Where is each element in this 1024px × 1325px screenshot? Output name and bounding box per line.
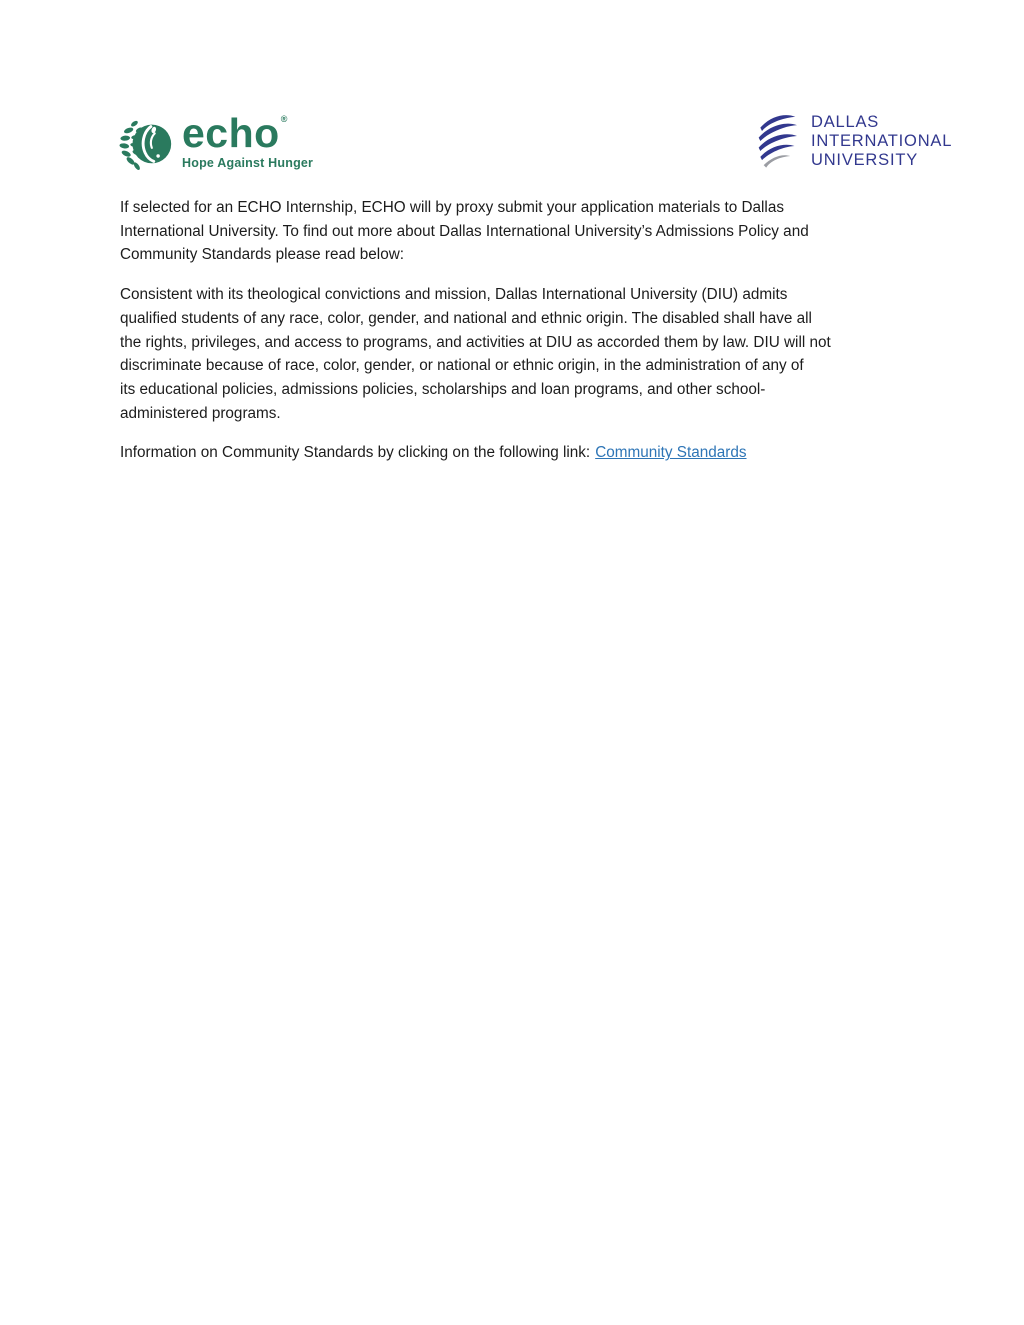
echo-logo — [118, 110, 314, 172]
paragraph-line: Consistent with its theological convictions and mission, Dallas International University (DIU) admits — [120, 286, 788, 304]
paragraph-line: Community Standards please read below: — [120, 246, 404, 264]
paragraph-line: the rights, privileges, and access to programs, and activities at DIU as accorded them by law. DIU will not — [120, 333, 831, 351]
echo-tagline: Hope Against Hunger — [182, 155, 314, 170]
registered-trademark-mark: ® — [280, 114, 288, 124]
diu-logo — [752, 110, 952, 172]
paragraph-line: discriminate because of race, color, gender, or national or ethnic origin, in the administration of any of — [120, 357, 804, 375]
diu-swoosh-icon — [752, 110, 802, 172]
document-body — [120, 196, 920, 481]
diu-name-line-1: DALLAS — [811, 112, 880, 131]
echo-wordmark: echo — [182, 110, 280, 156]
community-standards-paragraph — [120, 441, 920, 465]
diu-logo-text — [811, 113, 952, 170]
echo-logo-text — [182, 110, 314, 170]
paragraph-line: International University. To find out more about Dallas International University’s Admissions Policy and — [120, 222, 809, 240]
paragraph-line: If selected for an ECHO Internship, ECHO will by proxy submit your application materials to Dallas — [120, 199, 784, 216]
diu-name-line-2: INTERNATIONAL — [811, 131, 953, 150]
diu-name-line-3: UNIVERSITY — [811, 150, 919, 169]
paragraph-line: qualified students of any race, color, gender, and national and ethnic origin. The disabled shall have all — [120, 309, 812, 327]
community-standards-link[interactable]: Community Standards — [595, 444, 747, 462]
link-intro-text: Information on Community Standards by clicking on the following link: — [120, 444, 591, 462]
intro-paragraph — [120, 196, 920, 267]
paragraph-line: administered programs. — [120, 404, 281, 422]
admissions-policy-paragraph — [120, 283, 920, 425]
paragraph-line: its educational policies, admissions policies, scholarships and loan programs, and other school- — [120, 380, 766, 398]
echo-leaf-globe-icon — [118, 114, 176, 172]
